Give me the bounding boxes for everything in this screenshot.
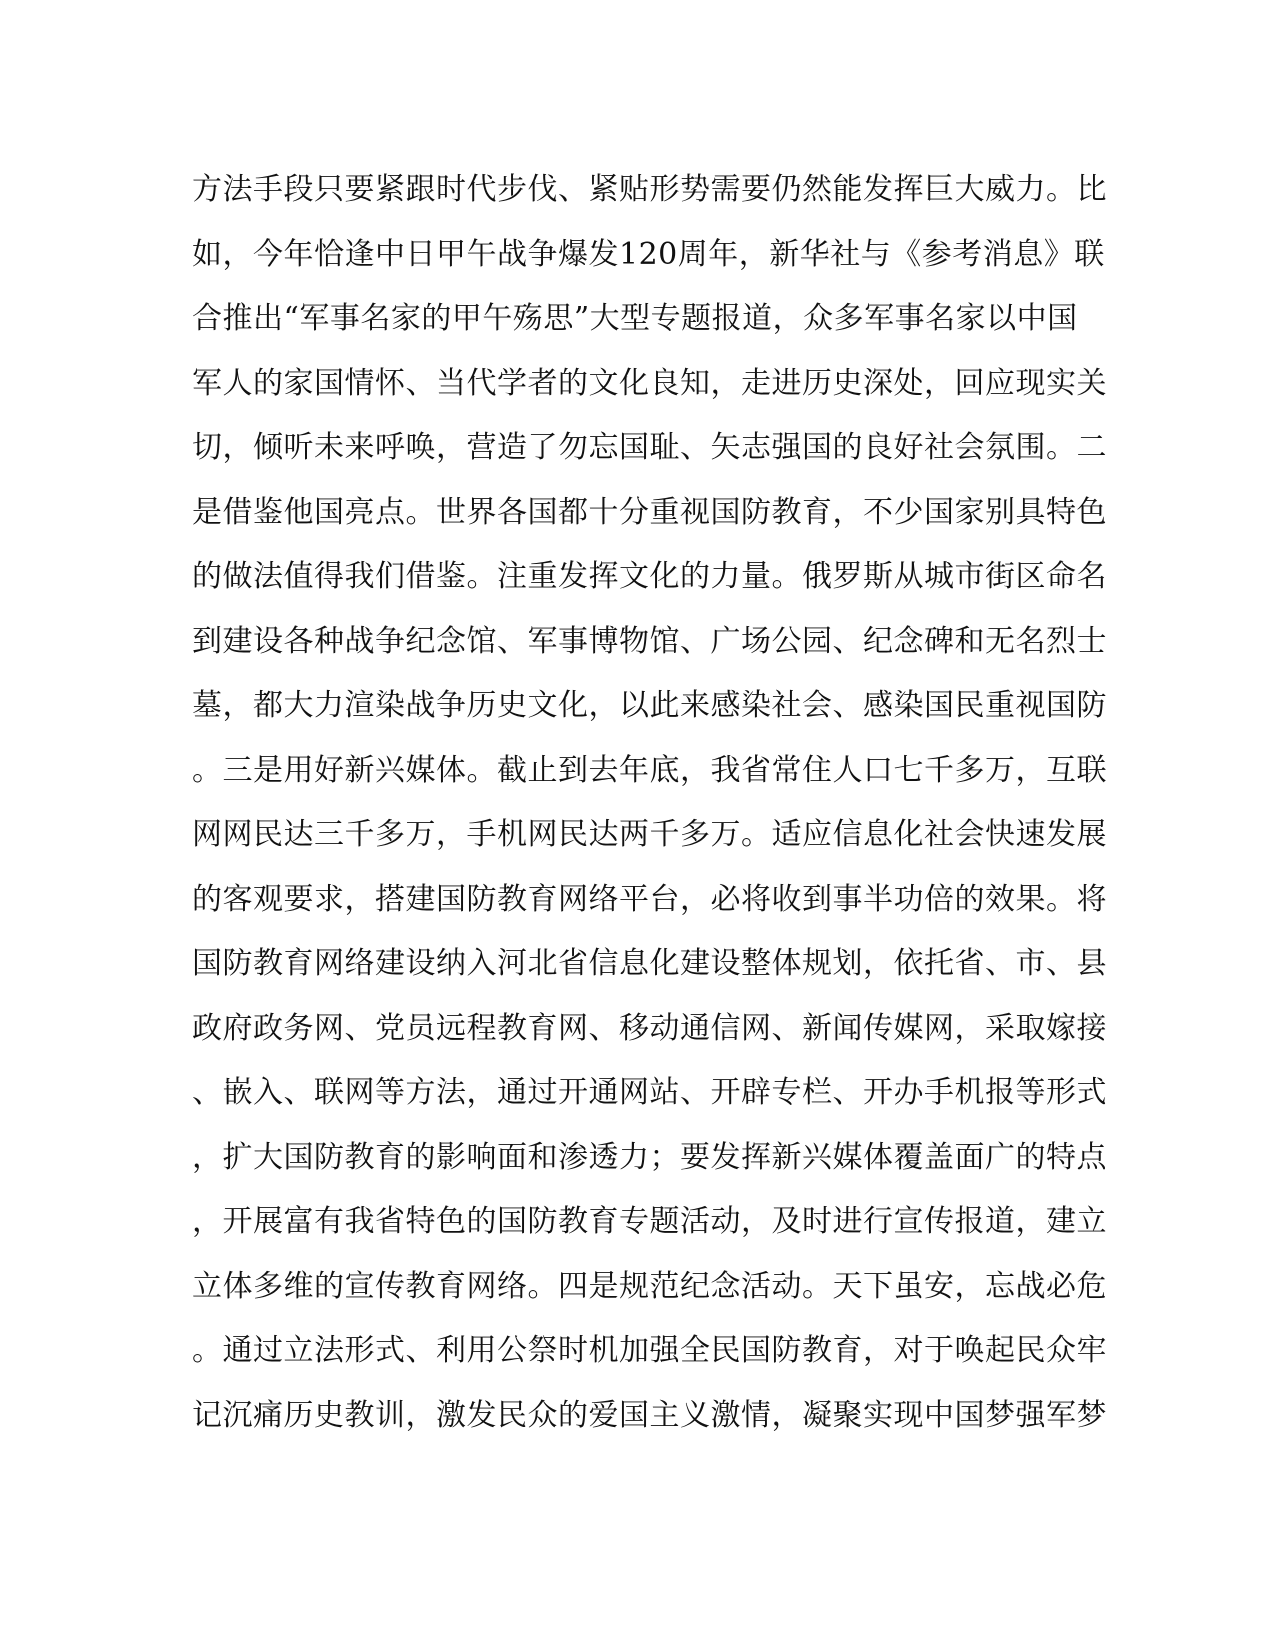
text-line: ，扩大国防教育的影响面和渗透力；要发挥新兴媒体覆盖面广的特点: [192, 1139, 1107, 1175]
text-line: 政府政务网、党员远程教育网、移动通信网、新闻传媒网，采取嫁接: [192, 1010, 1107, 1046]
text-line: ，开展富有我省特色的国防教育专题活动，及时进行宣传报道，建立: [192, 1204, 1107, 1239]
text-line: 网网民达三千多万，手机网民达两千多万。适应信息化社会快速发展: [192, 817, 1107, 852]
text-line: 切，倾听未来呼唤，营造了勿忘国耻、矢志强国的良好社会氛围。二: [192, 430, 1107, 465]
text-line: 的做法值得我们借鉴。注重发挥文化的力量。俄罗斯从城市街区命名: [192, 559, 1107, 594]
text-line: 如，今年恰逢中日甲午战争爆发120周年，新华社与《参考消息》联: [192, 236, 1105, 272]
text-line: 记沉痛历史教训，激发民众的爱国主义激情，凝聚实现中国梦强军梦: [192, 1397, 1107, 1433]
text-line: 到建设各种战争纪念馆、军事博物馆、广场公园、纪念碑和无名烈士: [192, 623, 1107, 659]
text-line: 立体多维的宣传教育网络。四是规范纪念活动。天下虽安，忘战必危: [192, 1268, 1107, 1304]
text-line: 。通过立法形式、利用公祭时机加强全民国防教育，对于唤起民众牢: [192, 1333, 1107, 1368]
body-paragraph: [192, 158, 1107, 1448]
text-line: 军人的家国情怀、当代学者的文化良知，走进历史深处，回应现实关: [192, 365, 1107, 401]
text-line: 、嵌入、联网等方法，通过开通网站、开辟专栏、开办手机报等形式: [192, 1075, 1107, 1110]
text-line: 墓，都大力渲染战争历史文化，以此来感染社会、感染国民重视国防: [192, 688, 1107, 723]
text-line: 合推出“军事名家的甲午殇思”大型专题报道，众多军事名家以中国: [192, 301, 1078, 336]
text-line: 方法手段只要紧跟时代步伐、紧贴形势需要仍然能发挥巨大威力。比: [192, 172, 1107, 207]
text-line: 的客观要求，搭建国防教育网络平台，必将收到事半功倍的效果。将: [192, 881, 1107, 917]
text-line: 。三是用好新兴媒体。截止到去年底，我省常住人口七千多万，互联: [192, 752, 1107, 788]
text-line: 国防教育网络建设纳入河北省信息化建设整体规划，依托省、市、县: [192, 946, 1107, 981]
text-line: 是借鉴他国亮点。世界各国都十分重视国防教育，不少国家别具特色: [192, 494, 1107, 530]
